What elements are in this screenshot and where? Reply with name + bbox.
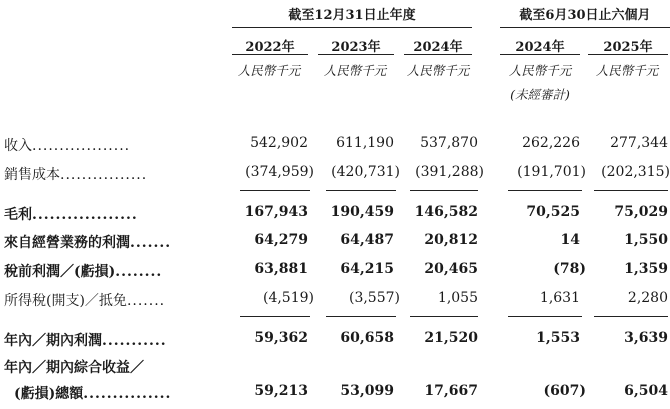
subtotal-rule — [594, 316, 668, 317]
year-rule-2 — [318, 54, 394, 55]
year-rule-5 — [588, 54, 668, 55]
unit-label: 人民幣千元 — [237, 63, 301, 78]
row-label-income-tax: 所得稅(開支)／抵免....... — [4, 293, 166, 309]
cell-value: 1,359 — [624, 261, 668, 277]
year-header-2022: 2022年 — [245, 40, 295, 55]
cell-value: 1,055 — [437, 290, 478, 306]
cell-value: (607) — [543, 383, 586, 399]
cell-value: 1,553 — [536, 330, 580, 346]
row-label-profit-before-tax: 稅前利潤／(虧損)........ — [4, 264, 163, 280]
cell-value: 21,520 — [424, 330, 478, 346]
row-label-gross-profit: 毛利.................. — [4, 207, 138, 223]
cell-value: 14 — [560, 232, 580, 248]
row-label-revenue: 收入.................. — [4, 138, 131, 154]
cell-value: 3,639 — [624, 330, 668, 346]
subtotal-rule — [594, 190, 668, 191]
subtotal-rule — [240, 190, 310, 191]
header-group-six-months: 截至6月30日止六個月 — [519, 8, 651, 23]
cell-value: (191,701) — [517, 164, 586, 180]
cell-value: 190,459 — [330, 204, 394, 220]
cell-value: 146,582 — [414, 204, 478, 220]
cell-value: 60,658 — [340, 330, 394, 346]
year-rule-4 — [500, 54, 580, 55]
year-header-2023: 2023年 — [331, 40, 381, 55]
cell-value: 2,280 — [627, 290, 668, 306]
header-group-year-ended: 截至12月31日止年度 — [288, 8, 416, 23]
cell-value: 6,504 — [624, 383, 668, 399]
cell-value: 75,029 — [614, 204, 668, 220]
subtotal-rule — [410, 316, 478, 317]
cell-value: 59,362 — [254, 330, 308, 346]
cell-value: 1,631 — [539, 290, 580, 306]
group1-rule — [232, 27, 472, 28]
cell-value: 167,943 — [244, 204, 308, 220]
cell-value: 1,550 — [624, 232, 668, 248]
cell-value: 64,487 — [340, 232, 394, 248]
cell-value: 64,215 — [340, 261, 394, 277]
unaudited-label: (未經審計) — [510, 87, 570, 102]
unit-label: 人民幣千元 — [323, 63, 387, 78]
subtotal-rule — [508, 316, 582, 317]
subtotal-rule — [410, 190, 478, 191]
cell-value: 542,902 — [250, 135, 308, 151]
cell-value: 70,525 — [526, 204, 580, 220]
unit-label: 人民幣千元 — [595, 63, 659, 78]
cell-value: (374,959) — [245, 164, 314, 180]
subtotal-rule — [240, 316, 310, 317]
row-label-comprehensive-total: (虧損)總額............... — [14, 386, 172, 402]
cell-value: 262,226 — [522, 135, 580, 151]
cell-value: 64,279 — [254, 232, 308, 248]
subtotal-rule — [326, 316, 396, 317]
year-header-2025-h1: 2025年 — [603, 40, 653, 55]
cell-value: (78) — [553, 261, 586, 277]
year-header-2024-h1: 2024年 — [515, 40, 565, 55]
year-rule-3 — [404, 54, 472, 55]
cell-value: (3,557) — [348, 290, 400, 306]
year-header-2024: 2024年 — [413, 40, 463, 55]
group2-rule — [500, 27, 670, 28]
cell-value: 20,465 — [424, 261, 478, 277]
cell-value: 17,667 — [424, 383, 478, 399]
row-label-operating-profit: 來自經營業務的利潤....... — [4, 235, 172, 251]
row-label-comprehensive-income: 年內／期內綜合收益／ — [4, 360, 144, 376]
subtotal-rule — [508, 190, 582, 191]
subtotal-rule — [326, 190, 396, 191]
cell-value: 277,344 — [610, 135, 668, 151]
cell-value: 59,213 — [254, 383, 308, 399]
cell-value: (391,288) — [415, 164, 484, 180]
row-label-profit-for-period: 年內／期內利潤........... — [4, 333, 167, 349]
cell-value: 63,881 — [254, 261, 308, 277]
row-label-cost-of-sales: 銷售成本................ — [4, 167, 148, 183]
unit-label: 人民幣千元 — [406, 63, 470, 78]
cell-value: 20,812 — [424, 232, 478, 248]
cell-value: (420,731) — [331, 164, 400, 180]
unit-label: 人民幣千元 — [508, 63, 572, 78]
cell-value: 537,870 — [420, 135, 478, 151]
cell-value: 611,190 — [336, 135, 394, 151]
cell-value: 53,099 — [340, 383, 394, 399]
year-rule-1 — [232, 54, 308, 55]
cell-value: (202,315) — [601, 164, 670, 180]
cell-value: (4,519) — [262, 290, 314, 306]
